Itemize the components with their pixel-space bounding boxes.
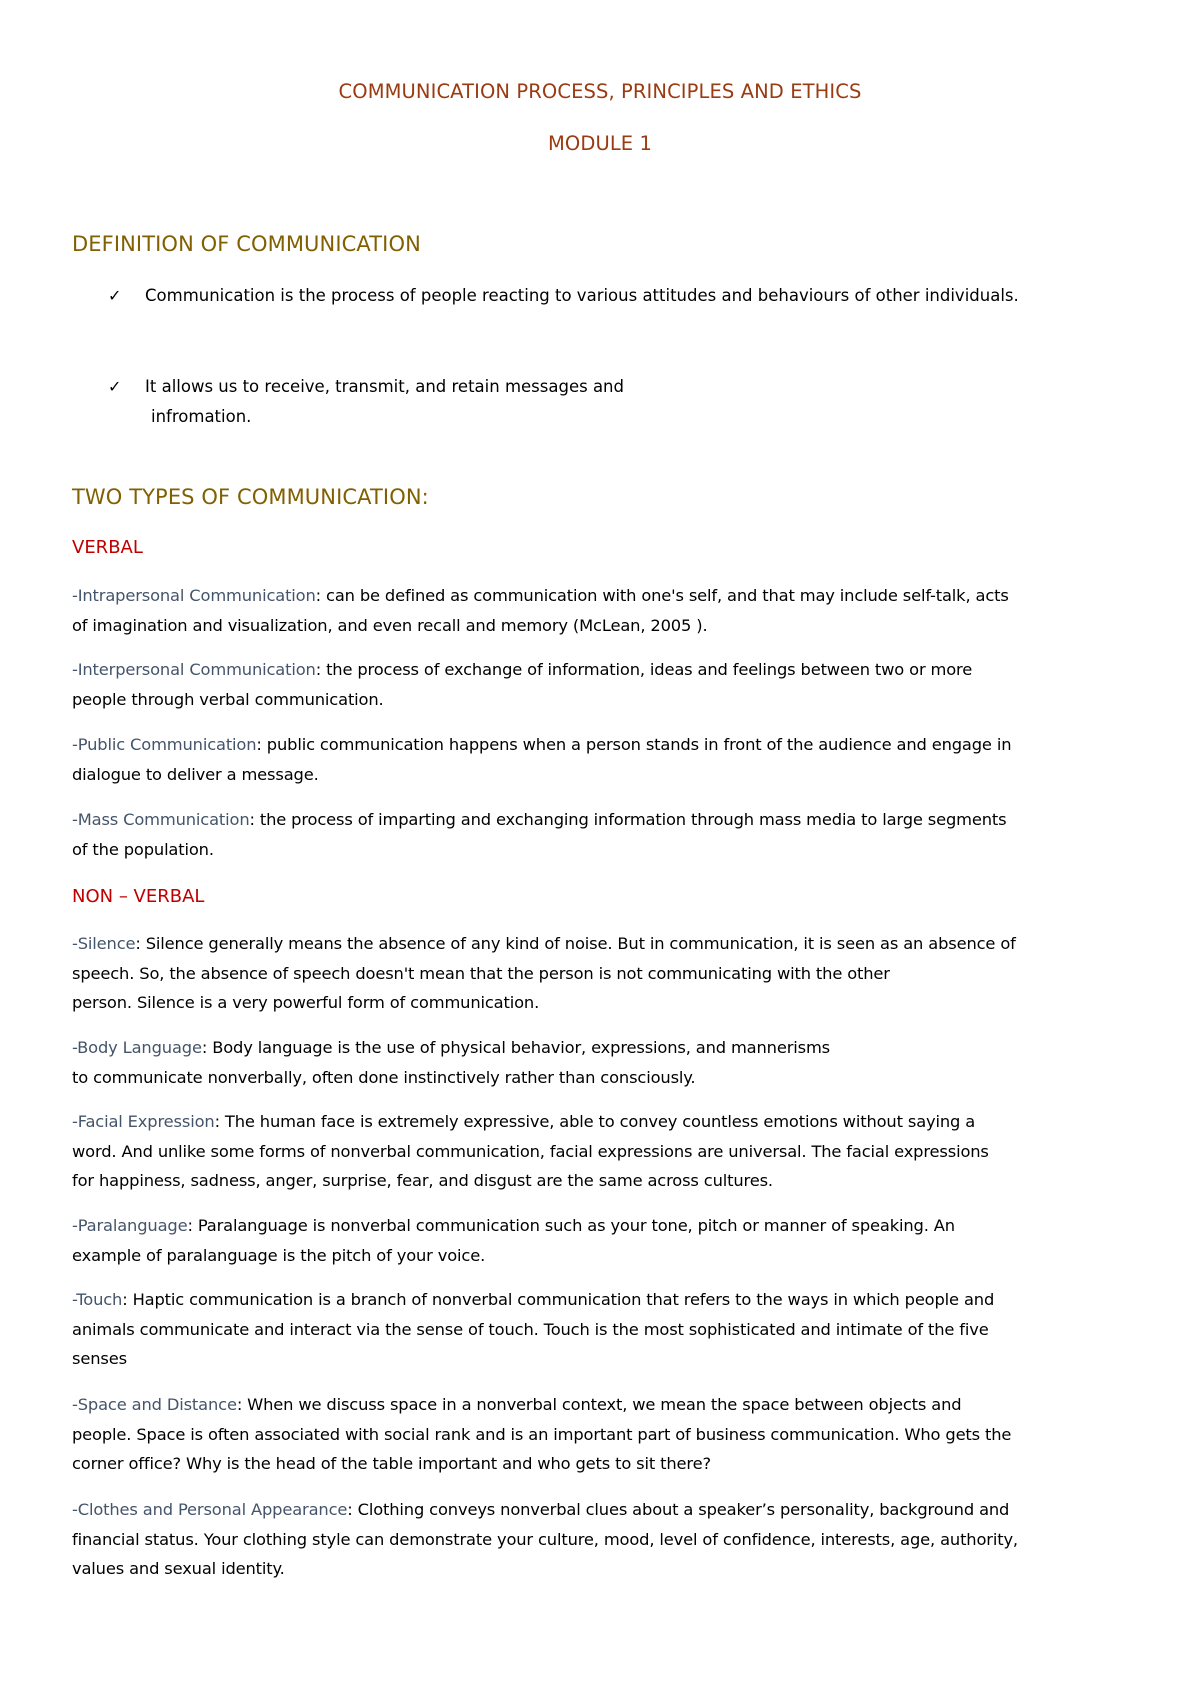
definition-text: : the process of exchange of information, ideas and feelings between two or more: [315, 660, 973, 679]
term-label: -Silence: [72, 934, 136, 953]
definition-text: : Haptic communication is a branch of nonverbal communication that refers to the ways in which people and: [122, 1290, 995, 1309]
bullet-text: Communication is the process of people reacting to various attitudes and behaviours of other individuals.: [145, 286, 1019, 305]
term-label: -Interpersonal Communication: [72, 660, 316, 679]
term-label: -Public Communication: [72, 735, 257, 754]
nonverbal-item-clothes-appearance: [72, 1495, 1142, 1584]
bullet-text-continued: infromation.: [151, 407, 252, 426]
definition-text: : Body language is the use of physical behavior, expressions, and mannerisms: [201, 1038, 831, 1057]
nonverbal-heading: NON – VERBAL: [72, 886, 205, 907]
definition-text: speech. So, the absence of speech doesn't mean that the person is not communicating with the other: [72, 963, 890, 983]
nonverbal-item-touch: [72, 1285, 1142, 1374]
types-heading: TWO TYPES OF COMMUNICATION:: [72, 485, 429, 509]
module-label: MODULE 1: [547, 132, 653, 155]
nonverbal-item-space-distance: [72, 1390, 1142, 1479]
verbal-item-mass: [72, 805, 1142, 864]
verbal-item-public: [72, 730, 1142, 789]
definition-text: : the process of imparting and exchanging information through mass media to large segments: [249, 810, 1007, 829]
term-label: -Mass Communication: [72, 810, 250, 829]
nonverbal-item-facial-expression: [72, 1107, 1142, 1196]
check-mark-icon: ✓: [108, 377, 122, 396]
definition-text: people through verbal communication.: [72, 689, 384, 709]
verbal-item-intrapersonal: [72, 581, 1142, 640]
nonverbal-item-paralanguage: [72, 1211, 1142, 1270]
definition-text: person. Silence is a very powerful form of communication.: [72, 993, 540, 1012]
check-mark-icon: ✓: [108, 286, 122, 305]
term-label: -Facial Expression: [72, 1112, 215, 1131]
definition-text: : Paralanguage is nonverbal communication such as your tone, pitch or manner of speaking. An: [187, 1216, 955, 1235]
document-title: COMMUNICATION PROCESS, PRINCIPLES AND ETHICS: [338, 80, 862, 103]
definition-text: financial status. Your clothing style can demonstrate your culture, mood, level of confidence, interests, age, authority,: [72, 1529, 1018, 1549]
definition-text: : can be defined as communication with one's self, and that may include self-talk, acts: [315, 586, 1009, 605]
term-label: -Paralanguage: [72, 1216, 188, 1235]
definition-text: : When we discuss space in a nonverbal context, we mean the space between objects and: [236, 1395, 962, 1414]
definition-text: word. And unlike some forms of nonverbal communication, facial expressions are universal. The facial expressions: [72, 1141, 989, 1161]
nonverbal-item-silence: [72, 929, 1142, 1018]
definition-text: corner office? Why is the head of the table important and who gets to sit there?: [72, 1454, 711, 1473]
definition-text: : public communication happens when a person stands in front of the audience and engage in: [256, 735, 1012, 754]
definition-text: values and sexual identity.: [72, 1559, 285, 1578]
term-label: -Body Language: [72, 1038, 202, 1057]
term-label: -Space and Distance: [72, 1395, 237, 1414]
definition-text: for happiness, sadness, anger, surprise, fear, and disgust are the same across cultures.: [72, 1171, 773, 1190]
term-label: -Clothes and Personal Appearance: [72, 1500, 348, 1519]
definition-text: example of paralanguage is the pitch of your voice.: [72, 1245, 486, 1265]
definition-text: to communicate nonverbally, often done instinctively rather than consciously.: [72, 1067, 696, 1087]
definition-text: of imagination and visualization, and even recall and memory (McLean, 2005 ).: [72, 615, 708, 635]
definition-text: : Clothing conveys nonverbal clues about a speaker’s personality, background and: [347, 1500, 1010, 1519]
definition-text: animals communicate and interact via the sense of touch. Touch is the most sophisticated and intimate of the five: [72, 1319, 989, 1339]
verbal-heading: VERBAL: [72, 537, 143, 558]
term-label: -Touch: [72, 1290, 123, 1309]
definition-text: senses: [72, 1349, 127, 1368]
bullet-text: It allows us to receive, transmit, and retain messages and: [145, 377, 624, 396]
definition-heading: DEFINITION OF COMMUNICATION: [72, 232, 421, 256]
definition-text: people. Space is often associated with social rank and is an important part of business communication. Who gets the: [72, 1424, 1012, 1444]
definition-text: : The human face is extremely expressive, able to convey countless emotions without saying a: [214, 1112, 976, 1131]
definition-text: dialogue to deliver a message.: [72, 764, 319, 784]
definition-text: of the population.: [72, 839, 214, 859]
definition-text: : Silence generally means the absence of any kind of noise. But in communication, it is seen as an absence of: [135, 934, 1016, 953]
verbal-item-interpersonal: [72, 655, 1142, 714]
nonverbal-item-body-language: [72, 1033, 1142, 1092]
term-label: -Intrapersonal Communication: [72, 586, 316, 605]
